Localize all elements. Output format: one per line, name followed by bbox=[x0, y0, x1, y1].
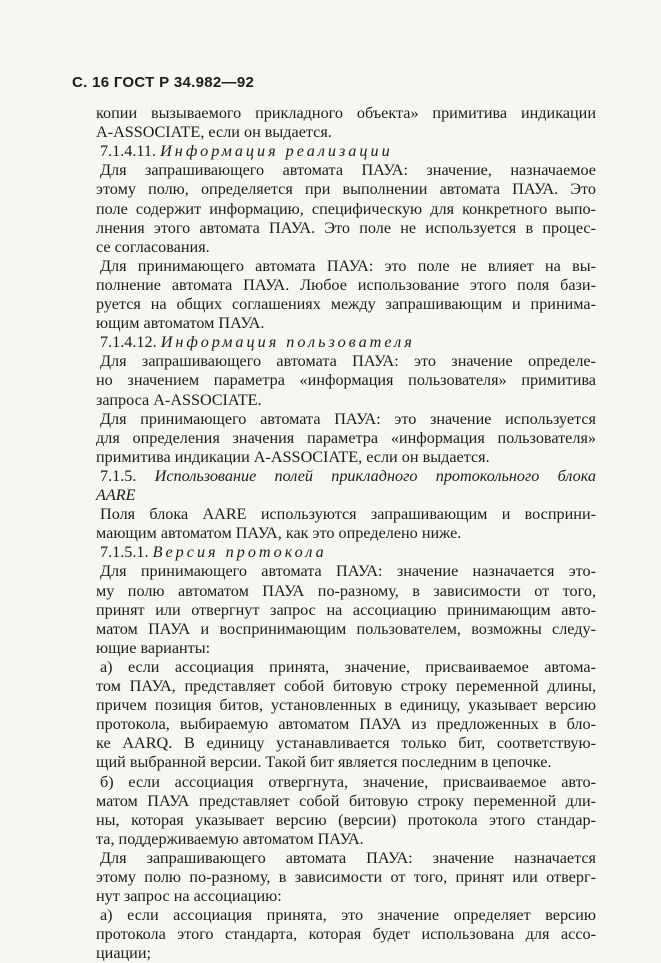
text-line: том ПАУА, представляет собой битовую строку переменной длины, bbox=[96, 677, 596, 695]
text-line: примитива индикации A-ASSOCIATE, если он выдается. bbox=[96, 447, 490, 466]
text-line: матом ПАУА и воспринимающим пользователем, возможны следу- bbox=[96, 619, 596, 638]
text-line: протокола этого стандарта, которая будет использована для ассо- bbox=[96, 925, 596, 944]
text-line: Для принимающего автомата ПАУА: значение назначается это- bbox=[100, 562, 596, 581]
text-line: му полю автоматом ПАУА по-разному, в зависимости от того, bbox=[96, 581, 596, 600]
text-line: протокола, выбираемую автоматом ПАУА из предложенных в бло- bbox=[96, 715, 596, 734]
text-line: нут запрос на ассоциацию: bbox=[96, 887, 282, 906]
section-heading bbox=[100, 543, 596, 562]
section-title: Использование полей прикладного протокольного блока bbox=[154, 466, 596, 485]
section-heading bbox=[100, 467, 596, 486]
text-line: Для запрашивающего автомата ПАУА: значение назначается bbox=[100, 848, 596, 867]
text-line: ющим автоматом ПАУА. bbox=[96, 314, 265, 333]
text-line: а) если ассоциация принята, это значение определяет версию bbox=[100, 906, 596, 925]
text-line: матом ПАУА представляет собой битовую строку переменной дли- bbox=[96, 791, 596, 810]
text-line: руется на общих соглашениях между запрашивающим и принима- bbox=[96, 295, 596, 313]
text-line: принят или отвергнут запрос на ассоциацию принимающим авто- bbox=[96, 600, 596, 619]
text-line: щий выбранной версии. Такой бит является последним в цепочке. bbox=[96, 753, 552, 772]
text-line: Для принимающего автомата ПАУА: это значение используется bbox=[100, 409, 596, 428]
section-title: Информация реализации bbox=[160, 142, 393, 161]
text-line: для определения значения параметра «информация пользователя» bbox=[96, 428, 596, 447]
page-header: С. 16 ГОСТ Р 34.982—92 bbox=[72, 74, 255, 91]
text-line: Для запрашивающего автомата ПАУА: значение, назначаемое bbox=[100, 161, 596, 180]
text-line: ке AARQ. В единицу устанавливается только бит, соответствую- bbox=[96, 734, 596, 753]
text-line: но значением параметра «информация пользователя» примитива bbox=[96, 371, 596, 390]
text-line: ны, которая указывает версию (версии) протокола этого стандар- bbox=[96, 810, 596, 829]
section-heading bbox=[100, 333, 596, 352]
text-line: AARE bbox=[96, 486, 136, 504]
text-line: Поля блока AARE используются запрашивающим и восприни- bbox=[100, 505, 596, 524]
text-line: этому полю по-разному, в зависимости от того, принят или отверг- bbox=[96, 868, 596, 886]
text-line: запроса A-ASSOCIATE. bbox=[96, 390, 262, 409]
section-number: 7.1.4.12. bbox=[100, 333, 157, 352]
section-number: 7.1.5.1. bbox=[100, 543, 149, 562]
text-line: этому полю, определяется при выполнении автомата ПАУА. Это bbox=[96, 180, 596, 199]
text-line: Для принимающего автомата ПАУА: это поле не влияет на вы- bbox=[100, 256, 596, 275]
section-title: Информация пользователя bbox=[160, 333, 415, 352]
text-line: б) если ассоциация отвергнута, значение, присваиваемое авто- bbox=[100, 772, 596, 791]
text-line: циации; bbox=[96, 944, 151, 963]
text-line: се согласования. bbox=[96, 237, 210, 256]
text-line: полнение автомата ПАУА. Любое использование этого поля бази- bbox=[96, 275, 596, 294]
section-number: 7.1.5. bbox=[100, 466, 137, 485]
text-line: причем позиция битов, установленных в единицу, указывает версию bbox=[96, 696, 596, 715]
text-line: мающим автоматом ПАУА, как это определено ниже. bbox=[96, 524, 462, 543]
text-line: лнения этого автомата ПАУА. Это поле не используется в процес- bbox=[96, 218, 596, 237]
section-number: 7.1.4.11. bbox=[100, 142, 157, 161]
text-line: копии вызываемого прикладного объекта» примитива индикации bbox=[96, 104, 596, 122]
text-line: та, поддерживаемую автоматом ПАУА. bbox=[96, 829, 364, 848]
text-line: а) если ассоциация принята, значение, присваиваемое автома- bbox=[100, 657, 596, 676]
section-title: Версия протокола bbox=[152, 543, 327, 562]
text-line: ющие варианты: bbox=[96, 638, 211, 657]
text-line: A-ASSOCIATE, если он выдается. bbox=[96, 123, 332, 142]
text-line: поле содержит информацию, специфическую для конкретного выпо- bbox=[96, 199, 596, 218]
text-line: Для запрашивающего автомата ПАУА: это значение определе- bbox=[100, 352, 596, 371]
section-heading bbox=[100, 142, 596, 161]
